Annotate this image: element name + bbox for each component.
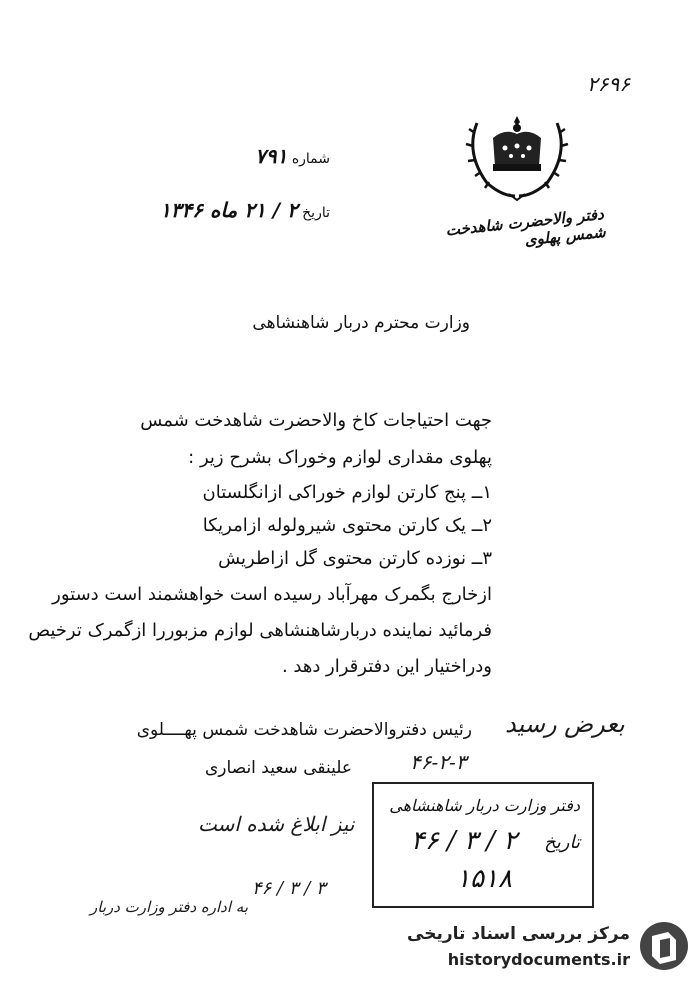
handwritten-date: ۴۶-۲-۳ bbox=[410, 750, 467, 774]
office-name: دفتر والاحضرت شاهدخت شمس پهلوی bbox=[444, 204, 607, 250]
handwritten-note: نیز ابلاغ شده است bbox=[198, 812, 355, 836]
signature-title: رئیس دفتروالاحضرت شاهدخت شمس پهــــلوی bbox=[136, 720, 472, 740]
body-line: ودراختیار این دفترقرار دهد . bbox=[281, 656, 492, 677]
letter-number bbox=[170, 144, 330, 168]
body-line: ازخارج بگمرک مهرآباد رسیده است خواهشمند است دستور bbox=[52, 584, 492, 605]
body-line: جهت احتیاجات کاخ والاحضرت شاهدخت شمس bbox=[140, 410, 492, 431]
watermark bbox=[407, 918, 690, 978]
stamp-header: دفتر وزارت دربار شاهنشاهی bbox=[389, 796, 580, 815]
stamp-number: ۱۵۱۸ bbox=[456, 864, 512, 894]
body-line: پهلوی مقداری لوازم وخوراک بشرح زیر : bbox=[188, 447, 492, 468]
body-line: ۳ــ نوزده کارتن محتوی گل ازاطریش bbox=[218, 548, 492, 569]
handwritten-date: ۴۶ / ۳ / ۳ bbox=[252, 878, 326, 899]
number-label: شماره bbox=[291, 151, 330, 167]
letter-date bbox=[100, 198, 330, 222]
addressee: وزارت محترم دربار شاهنشاهی bbox=[252, 313, 470, 333]
date-label: تاریخ bbox=[302, 205, 330, 221]
body-line: ۱ــ پنج کارتن لوازم خوراکی ازانگلستان bbox=[202, 482, 492, 503]
handwritten-note: بعرض رسید bbox=[505, 710, 625, 738]
archive-number: ۲۶۹۶ bbox=[587, 72, 630, 96]
archive-logo-icon bbox=[638, 920, 690, 972]
date-value: ۲ / ۲۱ ماه ۱۳۴۶ bbox=[160, 198, 298, 222]
stamp-date: ۴۶ / ۳ / ۲ bbox=[410, 826, 518, 856]
body-line: ۲ــ یک کارتن محتوی شیرولوله ازامریکا bbox=[202, 515, 492, 536]
handwritten-note: به اداره دفتر وزارت دربار bbox=[90, 898, 248, 916]
registration-stamp bbox=[372, 782, 594, 908]
body-line: فرمائید نماینده دربارشاهنشاهی لوازم مزبوررا ازگمرک ترخیص bbox=[28, 620, 492, 641]
number-value: ۷۹۱ bbox=[255, 144, 288, 168]
watermark-url: historydocuments.ir bbox=[447, 950, 630, 969]
signature-name: علینقی سعید انصاری bbox=[205, 758, 352, 778]
crown-wreath-emblem bbox=[457, 108, 577, 203]
stamp-date-label: تاریخ bbox=[544, 832, 580, 853]
watermark-title: مرکز بررسی اسناد تاریخی bbox=[407, 924, 630, 944]
